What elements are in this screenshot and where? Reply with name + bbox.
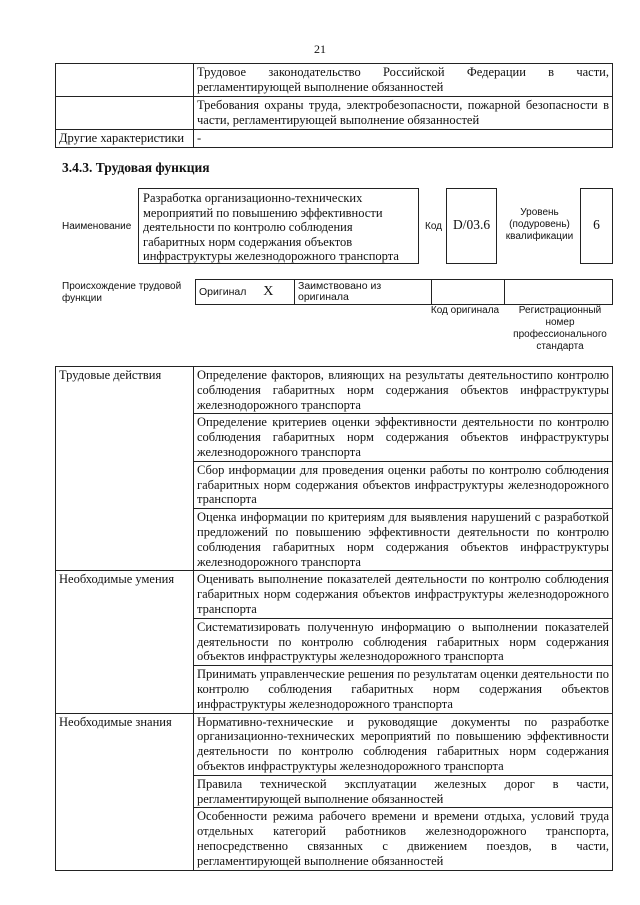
- row-text: -: [194, 130, 613, 148]
- row-label: [56, 97, 194, 130]
- row-label: Другие характеристики: [56, 130, 194, 148]
- table-row: [196, 280, 613, 305]
- item-cell: Нормативно-технические и руководящие документы по разработке организационно-технических мероприятий по повышению эффективности деятельности по контролю соблюдения габаритных норм содержания объектов инфраструктуры железнодорожного транспорта: [194, 713, 613, 775]
- level-box: [580, 188, 613, 264]
- code-box: [446, 188, 497, 264]
- origin-label: Происхождение трудовой функции: [62, 281, 182, 304]
- table-row: [56, 571, 613, 618]
- table-row: [56, 130, 613, 148]
- labor-function-table: [55, 366, 613, 871]
- original-label: Оригинал: [199, 286, 247, 298]
- borrowed-cell: Заимствовано из оригинала: [295, 280, 432, 305]
- code-original-caption: Код оригинала: [430, 305, 500, 316]
- table-row: [56, 97, 613, 130]
- characteristics-table: [55, 63, 613, 148]
- reg-number-caption: Регистрационный номер профессионального стандарта: [513, 305, 607, 352]
- table-row: [56, 64, 613, 97]
- reg-number-cell: [505, 280, 613, 305]
- level-label: Уровень (подуровень) квалификации: [505, 207, 574, 242]
- level-value: 6: [593, 217, 600, 232]
- item-cell: Принимать управленческие решения по результатам оценки деятельности по контролю соблюдения габаритных норм содержания объектов инфраструктуры железнодорожного транспорта: [194, 666, 613, 713]
- page-number: 21: [314, 42, 326, 56]
- row-label: [56, 64, 194, 97]
- table-row: [56, 713, 613, 775]
- category-cell: Трудовые действия: [56, 367, 194, 571]
- item-cell: Оценка информации по критериям для выявления нарушений с разработкой предложений по повышению эффективности деятельности по контролю соблюдения габаритных норм содержания объектов инфраструктуры железнодорожного транспорта: [194, 509, 613, 571]
- row-text: Требования охраны труда, электробезопасности, пожарной безопасности в части, регламентирующей выполнение обязанностей: [194, 97, 613, 130]
- category-cell: Необходимые умения: [56, 571, 194, 713]
- origin-table: [195, 279, 613, 305]
- code-original-cell: [432, 280, 505, 305]
- item-cell: Правила технической эксплуатации железных дорог в части, регламентирующей выполнение обязанностей: [194, 775, 613, 808]
- original-mark: X: [263, 284, 274, 299]
- item-cell: Систематизировать полученную информацию о выполнении показателей деятельности по контролю соблюдения габаритных норм содержания объектов инфраструктуры железнодорожного транспорта: [194, 618, 613, 665]
- code-value: D/03.6: [452, 217, 491, 232]
- item-cell: Определение критериев оценки эффективности деятельности по контролю соблюдения габаритных норм содержания объектов инфраструктуры железнодорожного транспорта: [194, 414, 613, 461]
- table-row: [56, 367, 613, 414]
- item-cell: Оценивать выполнение показателей деятельности по контролю соблюдения габаритных норм содержания объектов инфраструктуры железнодорожного транспорта: [194, 571, 613, 618]
- function-name-text: Разработка организационно-технических мероприятий по повышению эффективности деятельности по контролю соблюдения габаритных норм содержания объектов инфраструктуры железнодорожного транспорта: [143, 191, 399, 264]
- item-cell: Сбор информации для проведения оценки работы по контролю соблюдения габаритных норм содержания объектов инфраструктуры железнодорожного транспорта: [194, 461, 613, 508]
- code-label: Код: [425, 221, 443, 232]
- name-label: Наименование: [62, 221, 132, 232]
- row-text: Трудовое законодательство Российской Федерации в части, регламентирующей выполнение обязанностей: [194, 64, 613, 97]
- category-cell: Необходимые знания: [56, 713, 194, 870]
- original-cell: [196, 280, 295, 305]
- section-heading: 3.4.3. Трудовая функция: [62, 160, 210, 175]
- item-cell: Особенности режима рабочего времени и времени отдыха, условий труда отдельных категорий работников железнодорожного транспорта, непосредственно связанных с движением поездов, в части, регламентирующей выполнение обязанностей: [194, 808, 613, 870]
- function-name-box: [138, 188, 419, 264]
- item-cell: Определение факторов, влияющих на результаты деятельностипо контролю соблюдения габаритных норм содержания объектов инфраструктуры железнодорожного транспорта: [194, 367, 613, 414]
